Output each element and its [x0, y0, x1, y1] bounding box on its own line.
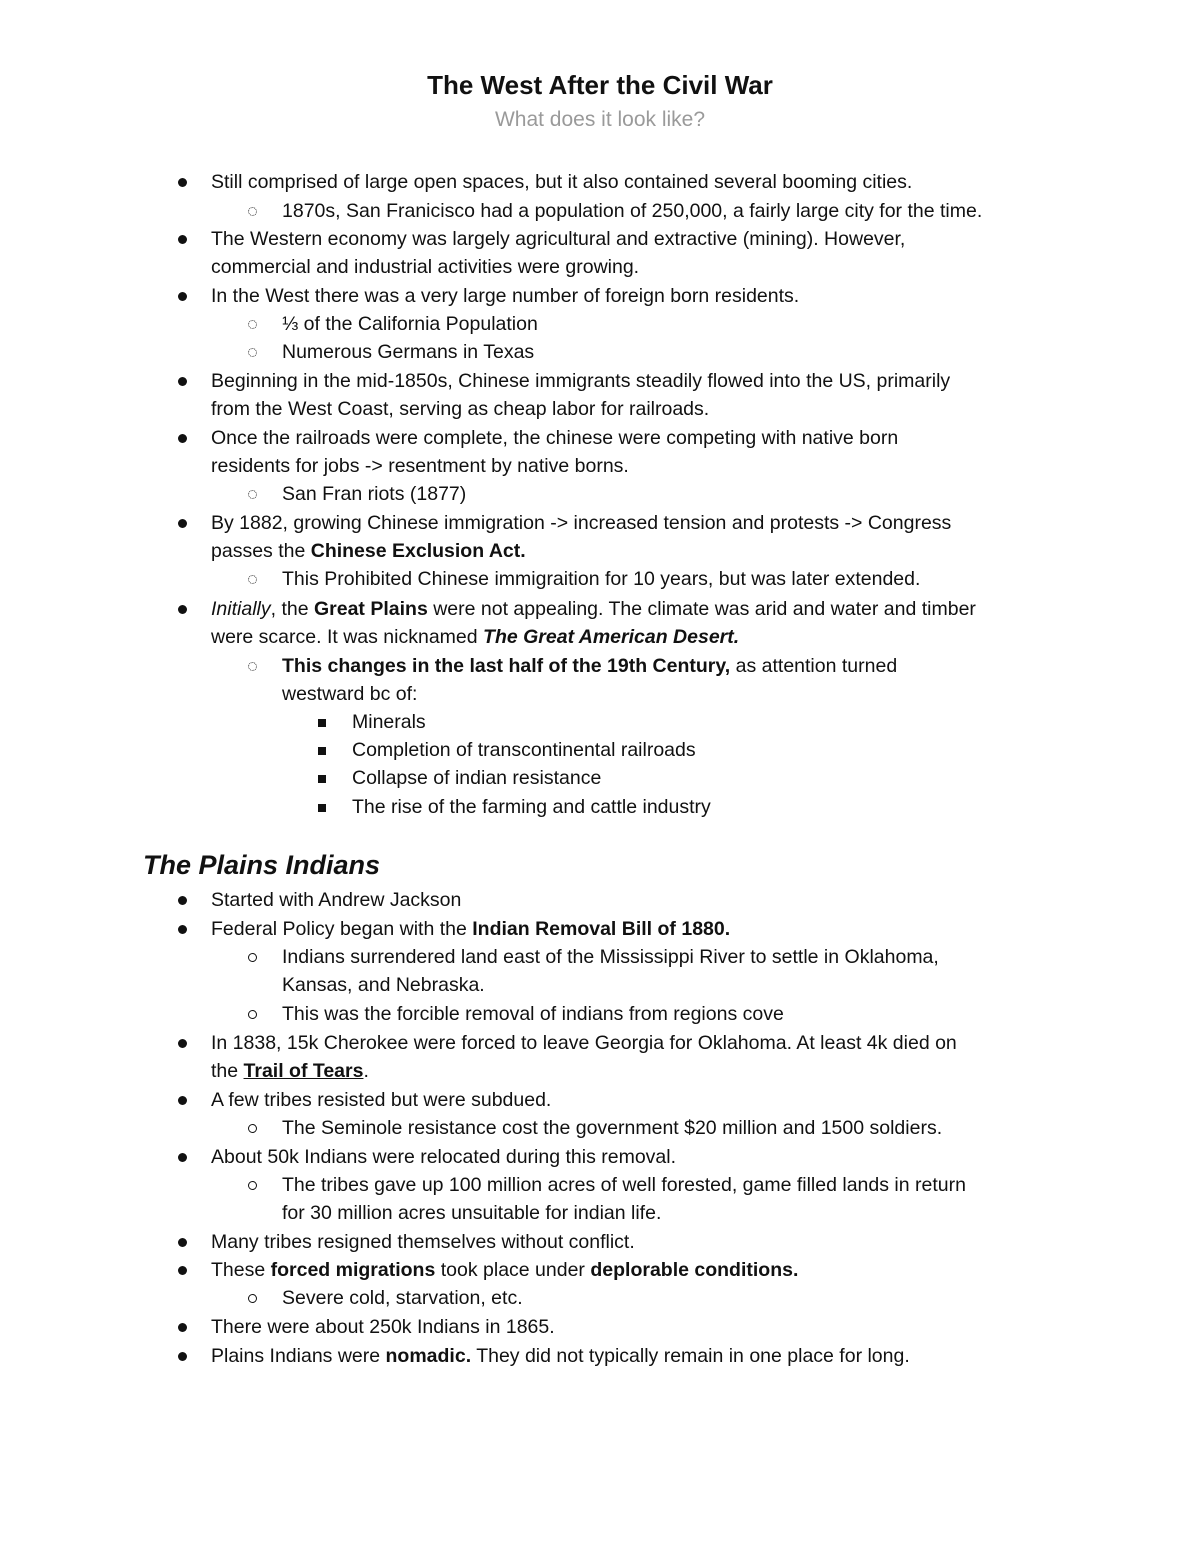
trail-of-tears-term: Trail of Tears — [243, 1060, 364, 1082]
text-run: . — [363, 1060, 369, 1082]
document-subtitle: What does it look like? — [494, 108, 706, 131]
list-item: In the West there was a very large number of foreign born residents. — [211, 285, 800, 307]
list-item: Minerals — [352, 711, 426, 733]
list-item: Still comprised of large open spaces, but it also contained several booming cities. — [211, 171, 913, 193]
bullet-dot-icon — [178, 434, 187, 443]
list-item-continuation: commercial and industrial activities were growing. — [211, 256, 640, 278]
bullet-ring-icon — [248, 207, 257, 216]
text-run: as attention turned — [730, 655, 898, 677]
list-item — [211, 1256, 798, 1284]
bullet-dot-icon — [178, 292, 187, 301]
bullet-square-icon — [318, 719, 326, 727]
list-item-continuation — [211, 1057, 369, 1085]
bold-term: nomadic. — [385, 1345, 472, 1367]
bullet-dot-icon — [178, 605, 187, 614]
text-run: were scarce. It was nicknamed — [211, 626, 484, 648]
list-item-continuation: residents for jobs -> resentment by native borns. — [211, 455, 629, 477]
list-item: Completion of transcontinental railroads — [352, 739, 696, 761]
text-run: the — [211, 1060, 244, 1082]
bullet-dot-icon — [178, 1323, 187, 1332]
text-run: Federal Policy began with the — [211, 918, 473, 940]
bullet-dot-icon — [178, 1096, 187, 1105]
list-item-continuation: Kansas, and Nebraska. — [282, 974, 485, 996]
list-item: Collapse of indian resistance — [352, 767, 602, 789]
list-item: The Western economy was largely agricultural and extractive (mining). However, — [211, 228, 906, 250]
list-item-continuation — [211, 537, 526, 565]
list-item: ⅓ of the California Population — [282, 313, 538, 335]
list-item: By 1882, growing Chinese immigration -> increased tension and protests -> Congress — [211, 512, 952, 534]
bold-term: Great Plains — [313, 598, 428, 620]
text-run: passes the — [211, 540, 311, 562]
bullet-dot-icon — [178, 519, 187, 528]
bullet-dot-icon — [178, 1238, 187, 1247]
list-item: A few tribes resisted but were subdued. — [211, 1089, 552, 1111]
bullet-ring-icon — [248, 953, 257, 962]
list-item: 1870s, San Franicisco had a population of 250,000, a fairly large city for the time. — [282, 200, 983, 222]
list-item — [211, 915, 730, 943]
list-item: Started with Andrew Jackson — [211, 889, 462, 911]
bullet-dot-icon — [178, 1039, 187, 1048]
list-item-continuation — [211, 623, 739, 651]
section-heading: The Plains Indians — [143, 850, 381, 880]
bullet-ring-icon — [248, 662, 257, 671]
bold-term: forced migrations — [270, 1259, 436, 1281]
list-item: About 50k Indians were relocated during this removal. — [211, 1146, 677, 1168]
bullet-dot-icon — [178, 377, 187, 386]
list-item: There were about 250k Indians in 1865. — [211, 1316, 555, 1338]
bullet-dot-icon — [178, 1352, 187, 1361]
bullet-ring-icon — [248, 1010, 257, 1019]
list-item: In 1838, 15k Cherokee were forced to leave Georgia for Oklahoma. At least 4k died on — [211, 1032, 957, 1054]
bullet-ring-icon — [248, 320, 257, 329]
text-run: They did not typically remain in one place for long. — [471, 1345, 910, 1367]
list-item: The Seminole resistance cost the government $20 million and 1500 soldiers. — [282, 1117, 943, 1139]
document-title: The West After the Civil War — [427, 70, 773, 100]
bold-term: This changes in the last half of the 19th Century, — [282, 655, 731, 677]
list-item-continuation: from the West Coast, serving as cheap labor for railroads. — [211, 398, 710, 420]
bold-term: Indian Removal Bill of 1880. — [472, 918, 731, 940]
text-run: Plains Indians were — [211, 1345, 386, 1367]
bold-term: deplorable conditions. — [590, 1259, 799, 1281]
bullet-ring-icon — [248, 1124, 257, 1133]
list-item-continuation: for 30 million acres unsuitable for indian life. — [282, 1202, 662, 1224]
bullet-dot-icon — [178, 1266, 187, 1275]
list-item: This Prohibited Chinese immigraition for 10 years, but was later extended. — [282, 568, 921, 590]
bullet-ring-icon — [248, 575, 257, 584]
bullet-square-icon — [318, 804, 326, 812]
text-run: , the — [270, 598, 314, 620]
bullet-square-icon — [318, 747, 326, 755]
bullet-square-icon — [318, 775, 326, 783]
bullet-dot-icon — [178, 896, 187, 905]
list-item: Many tribes resigned themselves without conflict. — [211, 1231, 635, 1253]
bullet-ring-icon — [248, 490, 257, 499]
list-item: The tribes gave up 100 million acres of well forested, game filled lands in return — [282, 1174, 966, 1196]
list-item: Severe cold, starvation, etc. — [282, 1287, 523, 1309]
list-item: Indians surrendered land east of the Mississippi River to settle in Oklahoma, — [282, 946, 939, 968]
italic-term: Initially — [211, 598, 271, 620]
bullet-dot-icon — [178, 235, 187, 244]
list-item: Beginning in the mid-1850s, Chinese immigrants steadily flowed into the US, primarily — [211, 370, 951, 392]
list-item: Numerous Germans in Texas — [282, 341, 535, 363]
list-item: This was the forcible removal of indians from regions cove — [282, 1003, 784, 1025]
list-item — [211, 595, 976, 623]
bullet-dot-icon — [178, 1153, 187, 1162]
bold-term: Chinese Exclusion Act. — [310, 540, 526, 562]
bold-italic-term: The Great American Desert. — [483, 626, 740, 648]
bullet-ring-icon — [248, 1294, 257, 1303]
bullet-ring-icon — [248, 1181, 257, 1190]
bullet-ring-icon — [248, 348, 257, 357]
list-item: San Fran riots (1877) — [282, 483, 467, 505]
text-run: were not appealing. The climate was arid and water and timber — [427, 598, 976, 620]
bullet-dot-icon — [178, 925, 187, 934]
list-item: The rise of the farming and cattle industry — [352, 796, 711, 818]
bullet-dot-icon — [178, 178, 187, 187]
list-item: Once the railroads were complete, the chinese were competing with native born — [211, 427, 899, 449]
list-item — [282, 652, 897, 680]
text-run: These — [211, 1259, 271, 1281]
text-run: took place under — [435, 1259, 591, 1281]
list-item — [211, 1342, 910, 1370]
list-item-continuation: westward bc of: — [282, 683, 418, 705]
